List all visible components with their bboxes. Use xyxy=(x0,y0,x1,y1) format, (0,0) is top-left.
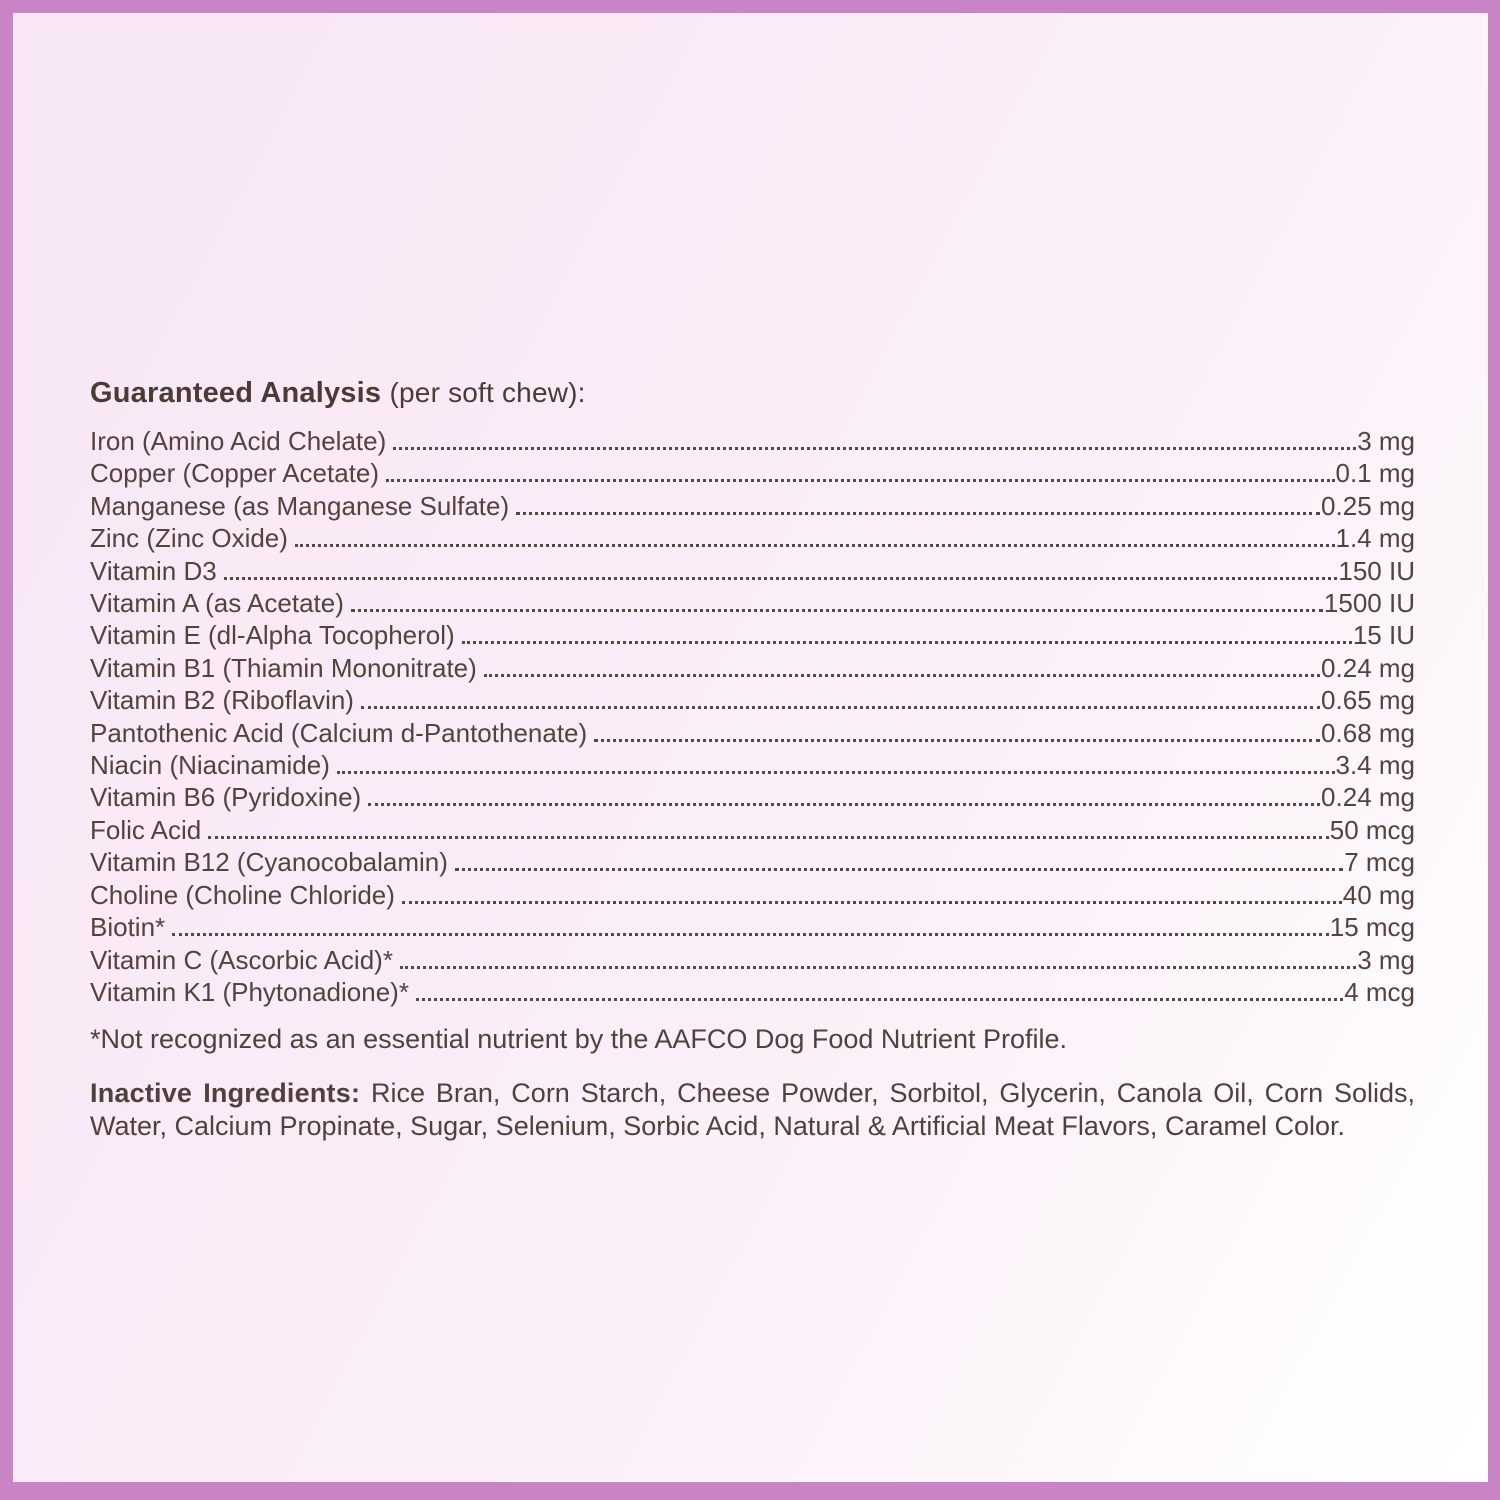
analysis-row xyxy=(90,490,1415,522)
analysis-row xyxy=(90,555,1415,587)
analysis-row xyxy=(90,911,1415,943)
per-soft-chew-label: (per soft chew): xyxy=(389,377,586,408)
nutrient-value: 0.65 mg xyxy=(1321,685,1415,716)
label-panel xyxy=(13,13,1488,1482)
dot-leader xyxy=(295,543,1335,547)
nutrient-value: 150 IU xyxy=(1338,555,1415,586)
analysis-row xyxy=(90,587,1415,619)
dot-leader xyxy=(516,511,1320,515)
dot-leader xyxy=(400,965,1356,969)
nutrient-value: 0.24 mg xyxy=(1321,652,1415,683)
dot-leader xyxy=(594,738,1320,742)
dot-leader xyxy=(484,673,1320,677)
analysis-row xyxy=(90,457,1415,489)
guaranteed-analysis-section xyxy=(90,376,1415,1142)
dot-leader xyxy=(224,576,1338,580)
dot-leader xyxy=(351,608,1323,612)
nutrient-name: Vitamin C (Ascorbic Acid)* xyxy=(90,944,393,975)
nutrient-name: Niacin (Niacinamide) xyxy=(90,750,330,781)
nutrient-value: 40 mg xyxy=(1342,879,1415,910)
analysis-row xyxy=(90,652,1415,684)
analysis-row xyxy=(90,425,1415,457)
aafco-footnote: *Not recognized as an essential nutrient by the AAFCO Dog Food Nutrient Profile. xyxy=(90,1024,1068,1055)
nutrient-name: Pantothenic Acid (Calcium d-Pantothenate) xyxy=(90,717,588,748)
analysis-row xyxy=(90,944,1415,976)
nutrient-value: 0.68 mg xyxy=(1321,717,1415,748)
nutrient-name: Manganese (as Manganese Sulfate) xyxy=(90,490,510,521)
nutrient-value: 3.4 mg xyxy=(1335,750,1415,781)
inactive-ingredients-list: Rice Bran, Corn Starch, Cheese Powder, Sorbitol, Glycerin, Canola Oil, Corn Solids, Water, Calcium Propinate, Sugar, Selenium, Sorbic Acid, Natural & Artificial Meat Flavors, Caramel Color. xyxy=(90,1078,1415,1141)
analysis-row xyxy=(90,846,1415,878)
dot-leader xyxy=(455,867,1343,871)
dot-leader xyxy=(368,802,1320,806)
nutrient-value: 1.4 mg xyxy=(1335,523,1415,554)
nutrient-value: 3 mg xyxy=(1357,944,1415,975)
nutrient-name: Copper (Copper Acetate) xyxy=(90,458,380,489)
dot-leader xyxy=(416,997,1343,1001)
analysis-row xyxy=(90,814,1415,846)
analysis-table xyxy=(90,425,1415,1008)
analysis-row xyxy=(90,684,1415,716)
dot-leader xyxy=(462,640,1352,644)
inactive-ingredients-heading: Inactive Ingredients: xyxy=(90,1078,361,1109)
nutrient-name: Vitamin E (dl-Alpha Tocopherol) xyxy=(90,620,455,651)
nutrient-value: 0.1 mg xyxy=(1335,458,1415,489)
nutrient-name: Vitamin B12 (Cyanocobalamin) xyxy=(90,847,448,878)
analysis-row xyxy=(90,879,1415,911)
dot-leader xyxy=(172,932,1329,936)
nutrient-value: 50 mcg xyxy=(1329,814,1415,845)
nutrient-value: 15 IU xyxy=(1352,620,1415,651)
analysis-row xyxy=(90,717,1415,749)
nutrient-value: 0.24 mg xyxy=(1321,782,1415,813)
dot-leader xyxy=(386,478,1334,482)
dot-leader xyxy=(337,770,1335,774)
nutrient-value: 0.25 mg xyxy=(1321,490,1415,521)
nutrient-name: Folic Acid xyxy=(90,814,202,845)
nutrient-name: Biotin* xyxy=(90,912,166,943)
dot-leader xyxy=(393,446,1356,450)
nutrient-value: 15 mcg xyxy=(1329,912,1415,943)
nutrient-value: 7 mcg xyxy=(1344,847,1415,878)
nutrient-name: Vitamin B6 (Pyridoxine) xyxy=(90,782,362,813)
nutrient-name: Choline (Choline Chloride) xyxy=(90,879,395,910)
analysis-row xyxy=(90,522,1415,554)
nutrient-name: Iron (Amino Acid Chelate) xyxy=(90,426,387,456)
nutrient-name: Vitamin A (as Acetate) xyxy=(90,588,344,619)
nutrient-name: Vitamin D3 xyxy=(90,555,217,586)
section-title xyxy=(90,376,1415,410)
nutrient-value: 3 mg xyxy=(1357,426,1415,456)
analysis-row xyxy=(90,976,1415,1008)
dot-leader xyxy=(402,900,1342,904)
dot-leader xyxy=(361,705,1320,709)
analysis-row xyxy=(90,749,1415,781)
nutrient-value: 1500 IU xyxy=(1323,588,1415,619)
nutrient-name: Vitamin B1 (Thiamin Mononitrate) xyxy=(90,652,477,683)
guaranteed-analysis-title: Guaranteed Analysis xyxy=(90,377,382,409)
inactive-ingredients xyxy=(90,1077,1415,1142)
nutrient-name: Zinc (Zinc Oxide) xyxy=(90,523,288,554)
nutrient-value: 4 mcg xyxy=(1344,976,1415,1007)
analysis-row xyxy=(90,781,1415,813)
dot-leader xyxy=(208,835,1328,839)
nutrient-name: Vitamin B2 (Riboflavin) xyxy=(90,685,354,716)
nutrient-name: Vitamin K1 (Phytonadione)* xyxy=(90,976,409,1007)
analysis-row xyxy=(90,619,1415,651)
